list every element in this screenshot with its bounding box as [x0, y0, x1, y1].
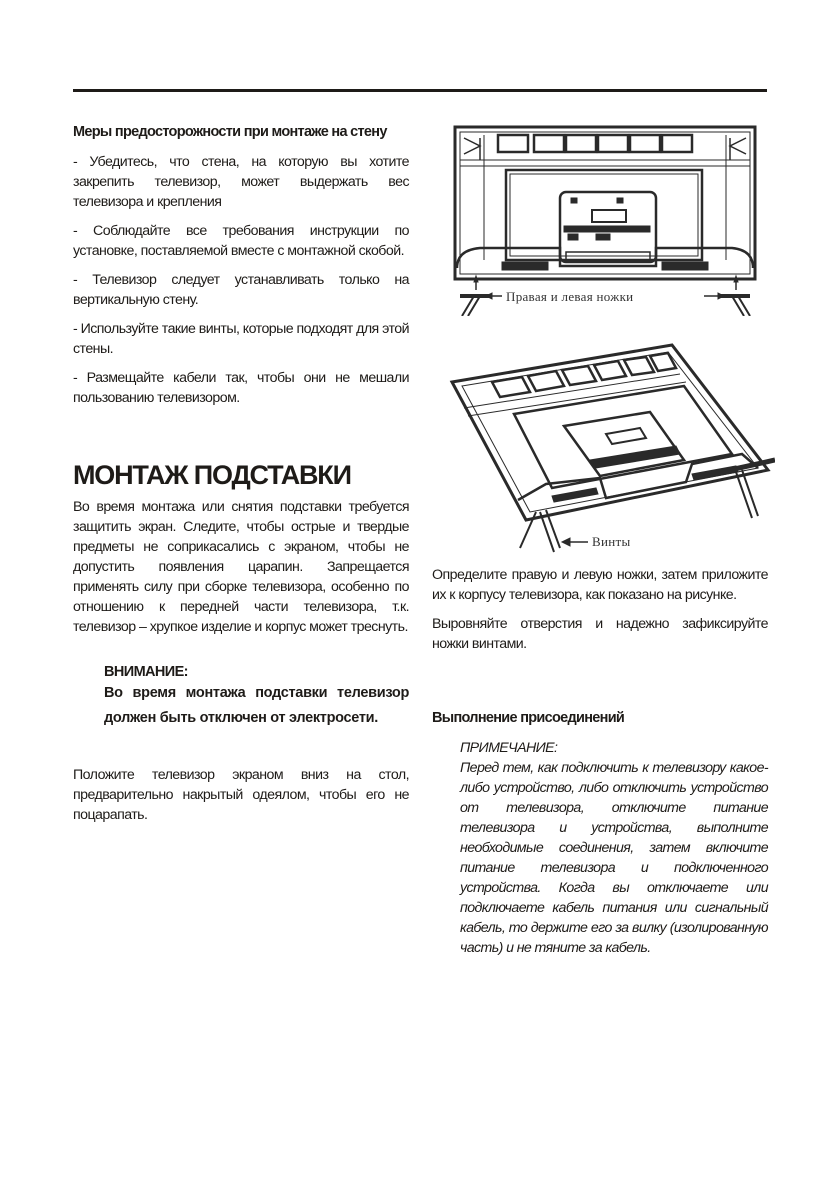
figure2-label: Винты [592, 534, 631, 549]
bullet-item: - Размещайте кабели так, чтобы они не мешали пользованию телевизором. [73, 370, 409, 406]
stand-paragraph [73, 497, 409, 637]
bullet-item: - Соблюдайте все требования инструкции по установке, поставляемой вместе с монтажной скобой. [73, 223, 409, 259]
bullet-item: - Телевизор следует устанавливать только на вертикальную стену. [73, 272, 409, 308]
note-block [460, 738, 768, 958]
wall-mount-bullets [73, 152, 409, 408]
stand-paragraph-2-text: Положите телевизор экраном вниз на стол, предварительно накрытый одеялом, чтобы его не поцарапать. [73, 767, 409, 823]
wall-mount-heading: Меры предосторожности при монтаже на стену [73, 124, 387, 140]
figure-tv-stand-screws [440, 342, 775, 557]
stand-section-heading: МОНТАЖ ПОДСТАВКИ [73, 460, 351, 490]
figure1-label: Правая и левая ножки [506, 289, 634, 304]
bullet-item: - Используйте такие винты, которые подходят для этой стены. [73, 321, 409, 357]
connections-heading: Выполнение присоединений [432, 710, 625, 726]
note-text: Перед тем, как подключить к телевизору какое-либо устройство, либо отключить устройство от телевизора, отключите питание телевизора и устройства, выполните необходимые соединения, затем включите питание телевизора и подключенного устройства. Когда вы отключаете или подключаете кабель питания или сигнальный кабель, то держите его за вилку (изолированную часть) и не тяните за кабель. [460, 760, 768, 956]
tv-stand-screws-illustration-icon [440, 342, 775, 557]
instruction-paragraph: Определите правую и левую ножки, затем приложите их к корпусу телевизора, как показано на рисунке. [432, 567, 768, 603]
instruction-paragraph: Выровняйте отверстия и надежно зафиксируйте ножки винтами. [432, 616, 768, 652]
bullet-item: - Убедитесь, что стена, на которую вы хотите закрепить телевизор, может выдержать вес телевизора и крепления [73, 154, 409, 210]
tv-back-view-illustration-icon [440, 120, 770, 316]
warning-text: Во время монтажа подставки телевизор должен быть отключен от электросети. [104, 685, 409, 726]
stand-paragraph-text: Во время монтажа или снятия подставки требуется защитить экран. Следите, чтобы острые и твердые предметы не соприкасались с экраном, чтобы не допустить появления царапин. Запрещается применять силу при сборке телевизора, особенно по отношению к передней части телевизора, т.к. телевизор – хрупкое изделие и корпус может треснуть. [73, 499, 409, 635]
top-rule [73, 89, 767, 92]
stand-paragraph-2 [73, 765, 409, 825]
wall-mount-section [73, 122, 409, 417]
warning-block [104, 663, 409, 731]
figure-tv-back-legs [440, 120, 770, 316]
stand-install-instructions [432, 565, 768, 663]
warning-title: ВНИМАНИЕ: [104, 664, 188, 680]
note-title: ПРИМЕЧАНИЕ: [460, 740, 558, 756]
